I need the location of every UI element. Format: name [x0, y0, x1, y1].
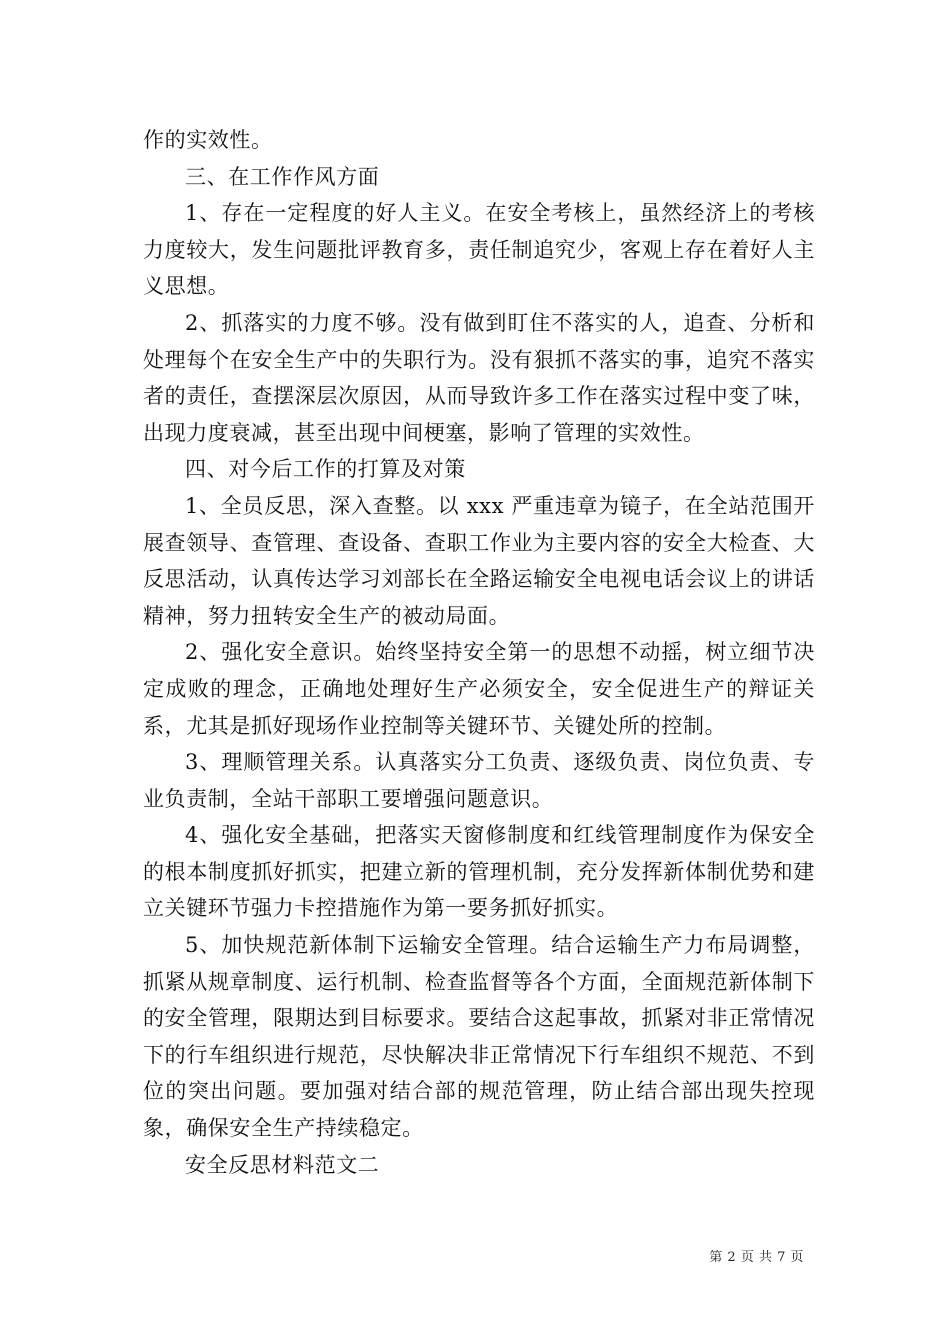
paragraph-plan-2-safety-awareness: 2、强化安全意识。始终坚持安全第一的思想不动摇，树立细节决定成败的理念，正确地处理好生产必须安全，安全促进生产的辩证关系，尤其是抓好现场作业控制等关键环节、关键处所的控制。	[143, 640, 815, 738]
section-heading-sample-two: 安全反思材料范文二	[185, 1152, 380, 1177]
paragraph-plan-3-management: 3、理顺管理关系。认真落实分工负责、逐级负责、岗位负责、专业负责制，全站干部职工要增强问题意识。	[143, 750, 815, 811]
paragraph-plan-4-safety-foundation: 4、强化安全基础，把落实天窗修制度和红线管理制度作为保安全的根本制度抓好抓实，把建立新的管理机制，充分发挥新体制优势和建立关键环节强力卡控措施作为第一要务抓好抓实。	[143, 823, 815, 921]
paragraph-item-2-implementation: 2、抓落实的力度不够。没有做到盯住不落实的人，追查、分析和处理每个在安全生产中的失职行为。没有狠抓不落实的事，追究不落实者的责任，查摆深层次原因，从而导致许多工作在落实过程中变了味，出现力度衰减，甚至出现中间梗塞，影响了管理的实效性。	[143, 310, 815, 445]
page-number-footer: 第 2 页 共 7 页	[709, 1250, 804, 1265]
section-heading-work-style: 三、在工作作风方面	[185, 164, 380, 189]
paragraph-plan-5-new-system: 5、加快规范新体制下运输安全管理。结合运输生产力布局调整，抓紧从规章制度、运行机制、检查监督等各个方面，全面规范新体制下的安全管理，限期达到目标要求。要结合这起事故，抓紧对非正常情况下的行车组织进行规范，尽快解决非正常情况下行车组织不规范、不到位的突出问题。要加强对结合部的规范管理，防止结合部出现失控现象，确保安全生产持续稳定。	[143, 933, 815, 1141]
paragraph-continuation: 作的实效性。	[143, 128, 273, 152]
section-heading-future-plans: 四、对今后工作的打算及对策	[185, 457, 466, 482]
paragraph-plan-1-reflection: 1、全员反思，深入查整。以 xxx 严重违章为镜子，在全站范围开展查领导、查管理、查设备、查职工作业为主要内容的安全大检查、大反思活动，认真传达学习刘部长在全路运输安全电视电话会议上的讲话精神，努力扭转安全生产的被动局面。	[143, 493, 815, 628]
document-body	[143, 122, 815, 1183]
paragraph-item-1-good-person: 1、存在一定程度的好人主义。在安全考核上，虽然经济上的考核力度较大，发生问题批评教育多，责任制追究少，客观上存在着好人主义思想。	[143, 201, 815, 299]
